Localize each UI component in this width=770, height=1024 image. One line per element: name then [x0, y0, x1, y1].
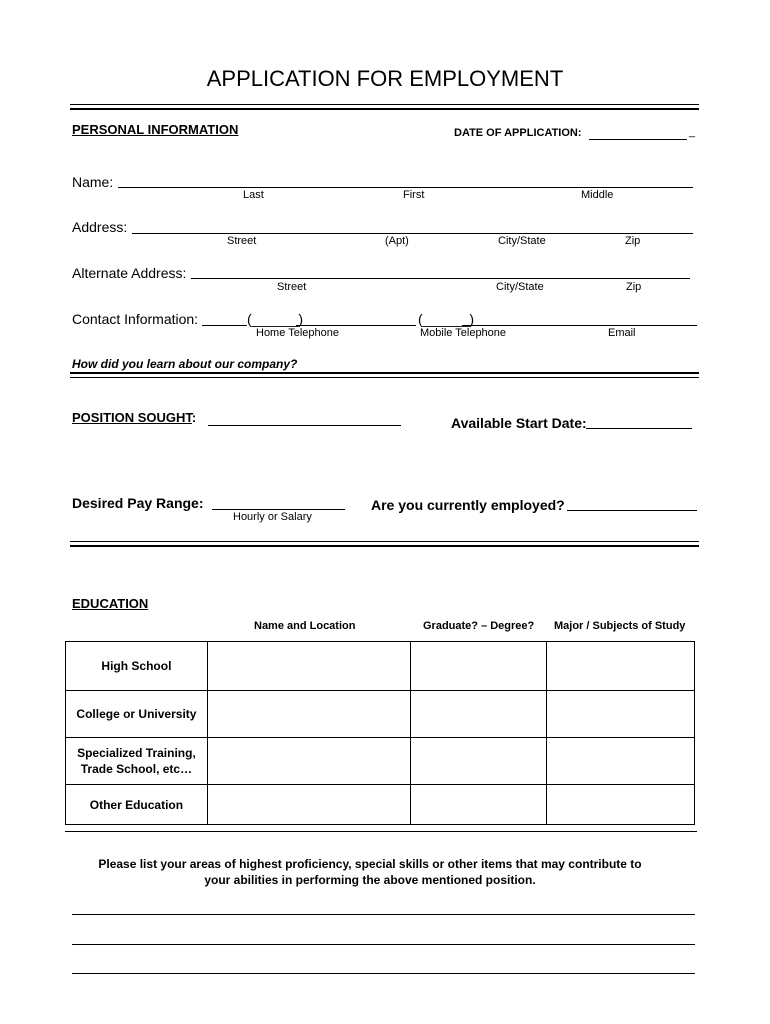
education-cell-name-location[interactable] — [207, 785, 411, 825]
education-row-label: High School — [66, 642, 208, 691]
top-rule-thin — [70, 104, 699, 105]
address-label: Address: — [72, 219, 128, 235]
position-sought-text: POSITION SOUGHT — [72, 410, 192, 425]
education-table — [65, 641, 695, 825]
currently-employed-label: Are you currently employed? — [371, 497, 565, 513]
address-sub-street: Street — [227, 235, 257, 247]
available-start-date-label: Available Start Date: — [451, 415, 587, 431]
currently-employed-field[interactable] — [567, 510, 697, 511]
top-rule-thick — [70, 108, 699, 110]
name-field[interactable] — [118, 187, 693, 188]
contact-sub-home: Home Telephone — [256, 327, 339, 339]
alt-sub-street: Street — [277, 281, 307, 293]
education-row-label-line1: Specialized Training, — [77, 746, 196, 760]
address-sub-apt: (Apt) — [385, 235, 409, 247]
education-row-label: College or University — [66, 691, 208, 738]
mobile-email-field[interactable] — [462, 325, 697, 326]
education-heading: EDUCATION — [72, 596, 149, 611]
address-sub-city: City/State — [498, 235, 546, 247]
name-sub-last: Last — [243, 189, 264, 201]
skills-answer-line-1[interactable] — [72, 914, 695, 915]
learn-about-question: How did you learn about our company? — [72, 357, 298, 371]
education-cell-graduate-degree[interactable] — [411, 738, 547, 785]
personal-info-heading: PERSONAL INFORMATION — [72, 122, 239, 137]
available-start-date-field[interactable] — [586, 428, 692, 429]
skills-prompt-line2: your abilities in performing the above mentioned position. — [204, 873, 536, 887]
date-of-application-label: DATE OF APPLICATION: — [454, 127, 582, 139]
skills-answer-line-3[interactable] — [72, 973, 695, 974]
alt-sub-city: City/State — [496, 281, 544, 293]
education-cell-major[interactable] — [547, 642, 695, 691]
education-col-graduate-degree: Graduate? – Degree? — [423, 620, 535, 632]
table-row — [66, 785, 695, 825]
education-cell-graduate-degree[interactable] — [411, 691, 547, 738]
education-cell-major[interactable] — [547, 691, 695, 738]
education-cell-major[interactable] — [547, 785, 695, 825]
education-cell-name-location[interactable] — [207, 691, 411, 738]
section-rule-2-thick — [70, 545, 699, 547]
date-of-application-field[interactable] — [589, 139, 687, 140]
alt-address-field[interactable] — [191, 278, 690, 279]
section-rule-1-thin — [70, 377, 699, 378]
name-label: Name: — [72, 174, 114, 190]
contact-line-a[interactable] — [202, 325, 247, 326]
education-cell-name-location[interactable] — [207, 738, 411, 785]
alt-sub-zip: Zip — [626, 281, 642, 293]
desired-pay-field[interactable] — [212, 509, 345, 510]
education-bottom-rule — [65, 831, 697, 832]
contact-sub-email: Email — [608, 327, 636, 339]
skills-prompt — [60, 856, 680, 888]
education-col-major: Major / Subjects of Study — [554, 620, 686, 632]
skills-answer-line-2[interactable] — [72, 944, 695, 945]
education-col-name-location: Name and Location — [254, 620, 356, 632]
desired-pay-label: Desired Pay Range: — [72, 495, 204, 511]
education-row-label — [66, 738, 208, 785]
desired-pay-sub: Hourly or Salary — [233, 511, 312, 523]
contact-sub-mobile: Mobile Telephone — [420, 327, 507, 339]
contact-label: Contact Information: — [72, 311, 199, 327]
education-row-label: Other Education — [66, 785, 208, 825]
section-rule-1-thick — [70, 372, 699, 374]
home-phone-field[interactable] — [296, 325, 416, 326]
name-sub-first: First — [403, 189, 425, 201]
table-row — [66, 642, 695, 691]
education-cell-name-location[interactable] — [207, 642, 411, 691]
address-field[interactable] — [132, 233, 693, 234]
position-sought-label — [72, 410, 196, 425]
form-title: APPLICATION FOR EMPLOYMENT — [206, 66, 564, 91]
education-row-label-line2: Trade School, etc… — [80, 762, 193, 776]
address-sub-zip: Zip — [625, 235, 641, 247]
skills-prompt-line1: Please list your areas of highest proficiency, special skills or other items that may contribute to — [98, 857, 642, 871]
name-sub-middle: Middle — [581, 189, 614, 201]
table-row — [66, 738, 695, 785]
date-of-application-tail: _ — [689, 126, 696, 138]
home-phone-area-code: (______) — [247, 311, 304, 327]
alt-address-label: Alternate Address: — [72, 265, 187, 281]
education-cell-major[interactable] — [547, 738, 695, 785]
mobile-phone-area-code: (______) — [418, 311, 475, 327]
table-row — [66, 691, 695, 738]
section-rule-2-thin — [70, 541, 699, 542]
position-sought-colon: : — [191, 410, 197, 425]
education-cell-graduate-degree[interactable] — [411, 642, 547, 691]
position-sought-field[interactable] — [208, 425, 401, 426]
education-cell-graduate-degree[interactable] — [411, 785, 547, 825]
